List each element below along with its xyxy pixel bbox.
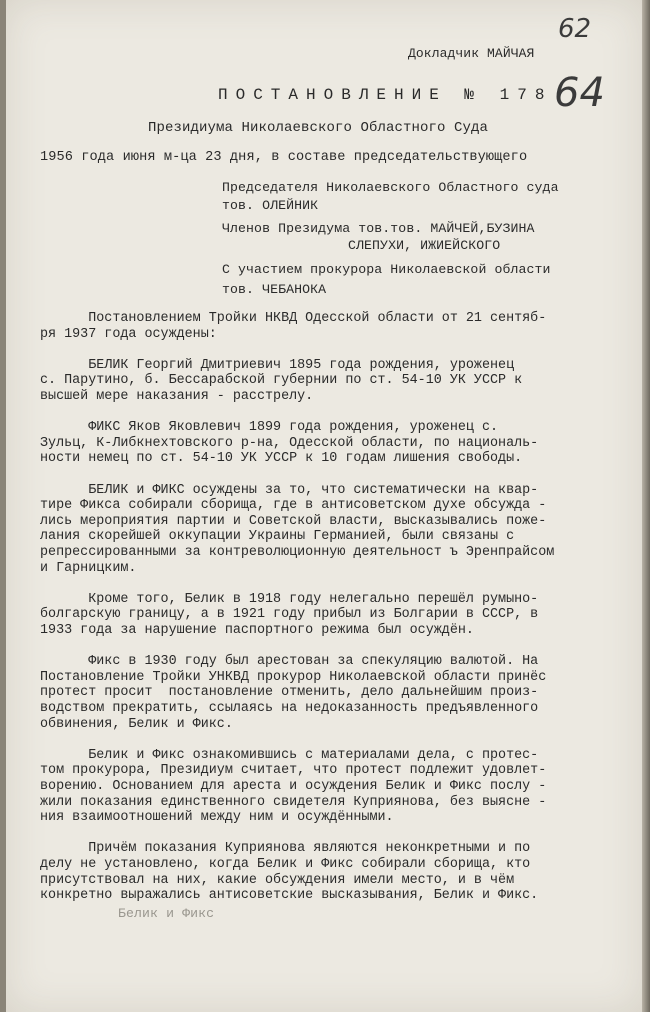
body-line: высшей мере наказания - расстрелу. (40, 389, 314, 404)
body-line: конкретно выражались антисоветские высказывания, Белик и Фикс. (40, 888, 539, 904)
document-title: ПОСТАНОВЛЕНИЕ № 178 (218, 86, 553, 104)
body-line: Зульц, К-Либкнехтовского р-на, Одесской области, по националь- (40, 435, 539, 451)
document-subtitle: Президиума Николаевского Областного Суда (148, 120, 489, 136)
body-line: ря 1937 года осуждены: (40, 326, 217, 342)
body-line: ФИКС Яков Яковлевич 1899 года рождения, уроженец с. (40, 420, 499, 436)
body-line: лись мероприятия партии и Советской власти, высказывались поже- (40, 513, 547, 529)
body-line: Постановление Тройки УНКВД прокурор Николаевской области принёс (40, 669, 547, 685)
handwritten-page-number: 64 (554, 70, 605, 116)
body-line: БЕЛИК Георгий Дмитриевич 1895 года рождения, уроженец (40, 357, 515, 373)
body-line: Кроме того, Белик в 1918 году нелегально перешёл румыно- (40, 591, 539, 607)
body-line: делу не установлено, когда Белик и Фикс собирали сборища, кто (40, 857, 531, 872)
body-line: ности немец по ст. 54-10 УК УССР к 10 годам лишения свободы. (40, 451, 523, 467)
body-line: и Гарницким. (40, 560, 137, 576)
body-line: Белик и Фикс ознакомившись с материалами дела, с протес- (40, 747, 539, 763)
body-line: водством прекратить, ссылаясь на недоказанность предъявленного (40, 701, 539, 716)
body-line: том прокурора, Президиум считает, что протест подлежит удовлет- (40, 763, 547, 779)
reporter-line: Докладчик МАЙЧАЯ (408, 46, 535, 61)
body-line: Фикс в 1930 году был арестован за спекуляцию валютой. На (40, 654, 539, 670)
members-line: Членов Президума тов.тов. МАЙЧЕЙ,БУЗИНА (222, 221, 535, 236)
faded-offset-text: Белик и Фикс (118, 906, 215, 921)
body-line: обвинения, Белик и Фикс. (40, 716, 233, 732)
body-line: жили показания единственного свидетеля Куприянова, без выясне - (40, 794, 547, 810)
body-line: ворению. Основанием для ареста и осуждения Белик и Фикс послу - (40, 779, 547, 794)
chair-name: тов. ОЛЕЙНИК (222, 198, 319, 213)
body-line: Причём показания Куприянова являются неконкретными и по (40, 841, 531, 857)
prosecutor-name: тов. ЧЕБАНОКА (222, 282, 327, 297)
body-line: болгарскую границу, а в 1921 году прибыл из Болгарии в СССР, в (40, 607, 539, 623)
page-edge (642, 0, 650, 1012)
prosecutor-line: С участием прокурора Николаевской области (222, 262, 551, 277)
body-line: Постановлением Тройки НКВД Одесской области от 21 сентяб- (40, 311, 547, 326)
body-line: БЕЛИК и ФИКС осуждены за то, что систематически на квар- (40, 482, 539, 498)
handwritten-page-mark: 62 (558, 14, 592, 44)
document-page (6, 0, 642, 1012)
date-line: 1956 года июня м-ца 23 дня, в составе председательствующего (40, 150, 528, 165)
body-line: ния взаимоотношений между ним и осуждёнными. (40, 810, 394, 826)
members-names: СЛЕПУХИ, ИЖИЕЙСКОГО (348, 238, 501, 253)
body-line: присутствовал на них, какие обсуждения имели место, и в чём (40, 872, 515, 888)
body-line: 1933 года за нарушение паспортного режима был осуждён. (40, 623, 474, 638)
chair-line: Председателя Николаевского Областного суда (222, 180, 559, 195)
body-line: с. Парутино, б. Бессарабской губернии по ст. 54-10 УК УССР к (40, 373, 523, 389)
body-line: протест просит постановление отменить, дело дальнейшим произ- (40, 685, 539, 701)
body-line: репрессированными за контреволюционную деятельност ъ Эренпрайсом (40, 545, 555, 560)
body-line: тире Фикса собирали сборища, где в антисоветском духе обсужда - (40, 498, 547, 514)
body-line: лания скорейшей оккупации Украины Германией, были связаны с (40, 529, 515, 545)
